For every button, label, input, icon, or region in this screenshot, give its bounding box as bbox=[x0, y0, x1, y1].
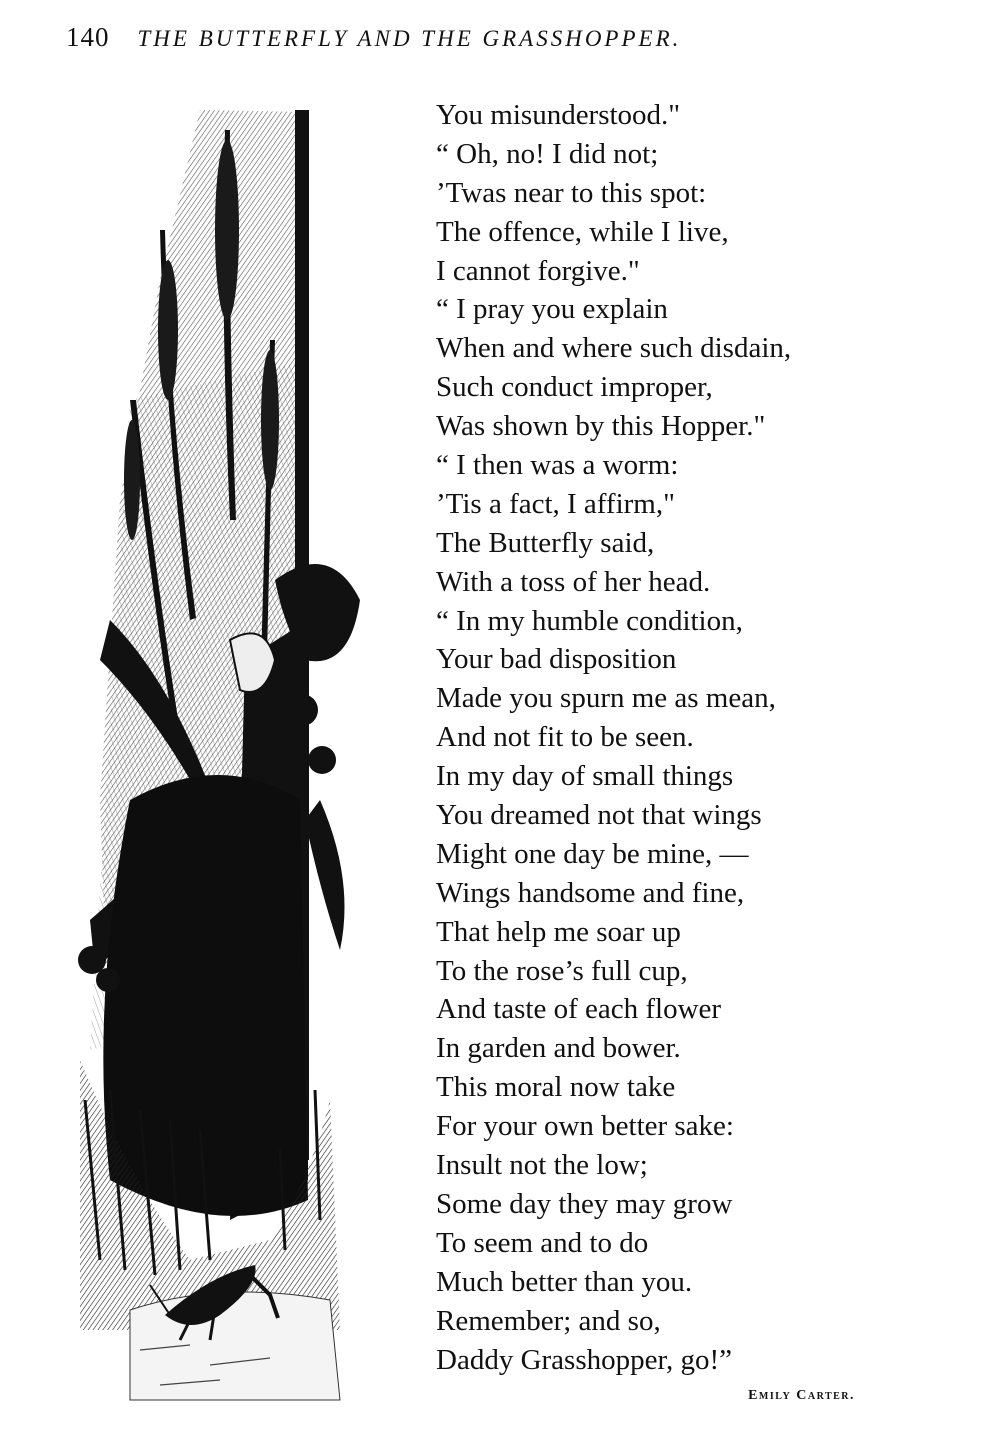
poem-line: With a toss of her head. bbox=[436, 565, 711, 598]
poem-line: ’Tis a fact, I affirm," bbox=[436, 487, 675, 520]
poem-line: Daddy Grasshopper, go!” bbox=[436, 1343, 733, 1376]
poem-line: Remember; and so, bbox=[436, 1304, 661, 1337]
poem-line: Was shown by this Hopper." bbox=[436, 410, 766, 443]
poem-line: That help me soar up bbox=[436, 915, 681, 948]
poem-line: And not fit to be seen. bbox=[436, 721, 694, 754]
poem-line: Made you spurn me as mean, bbox=[436, 682, 776, 715]
poem-author: Emily Carter. bbox=[748, 1388, 855, 1403]
poem-line: Such conduct improper, bbox=[436, 371, 713, 404]
poem-line: In garden and bower. bbox=[436, 1032, 681, 1065]
poem-line: ’Twas near to this spot: bbox=[436, 176, 707, 209]
poem-line: I cannot forgive." bbox=[436, 254, 640, 287]
poem-line: Might one day be mine, — bbox=[436, 837, 749, 870]
poem-line: You dreamed not that wings bbox=[436, 799, 762, 832]
poem-line: “ Oh, no! I did not; bbox=[436, 137, 659, 170]
poem-line: Wings handsome and fine, bbox=[436, 876, 745, 909]
poem-line: For your own better sake: bbox=[436, 1110, 734, 1143]
poem-line: To the rose’s full cup, bbox=[436, 954, 688, 987]
poem-line: This moral now take bbox=[436, 1071, 676, 1104]
poem-line: Insult not the low; bbox=[436, 1149, 648, 1182]
poem-line: “ In my humble condition, bbox=[436, 604, 743, 637]
grass-illustration bbox=[70, 100, 370, 1410]
poem-line: The Butterfly said, bbox=[436, 526, 655, 559]
running-header bbox=[66, 22, 946, 62]
grass-engraving-icon bbox=[70, 100, 370, 1410]
poem-line: Much better than you. bbox=[436, 1265, 693, 1298]
poem-line: Your bad disposition bbox=[436, 643, 677, 676]
poem-line: “ I pray you explain bbox=[436, 293, 668, 326]
page-number: 140 bbox=[66, 22, 110, 52]
poem-line: When and where such disdain, bbox=[436, 332, 792, 365]
poem-line: The offence, while I live, bbox=[436, 215, 729, 248]
running-title: THE BUTTERFLY AND THE GRASSHOPPER. bbox=[137, 26, 682, 51]
poem-line: And taste of each flower bbox=[436, 993, 722, 1026]
poem-line: To seem and to do bbox=[436, 1226, 649, 1259]
poem bbox=[436, 96, 976, 1379]
poem-line: In my day of small things bbox=[436, 760, 734, 793]
poem-line: “ I then was a worm: bbox=[436, 449, 679, 482]
poem-line: Some day they may grow bbox=[436, 1187, 733, 1220]
poem-line: You misunderstood." bbox=[436, 99, 681, 131]
